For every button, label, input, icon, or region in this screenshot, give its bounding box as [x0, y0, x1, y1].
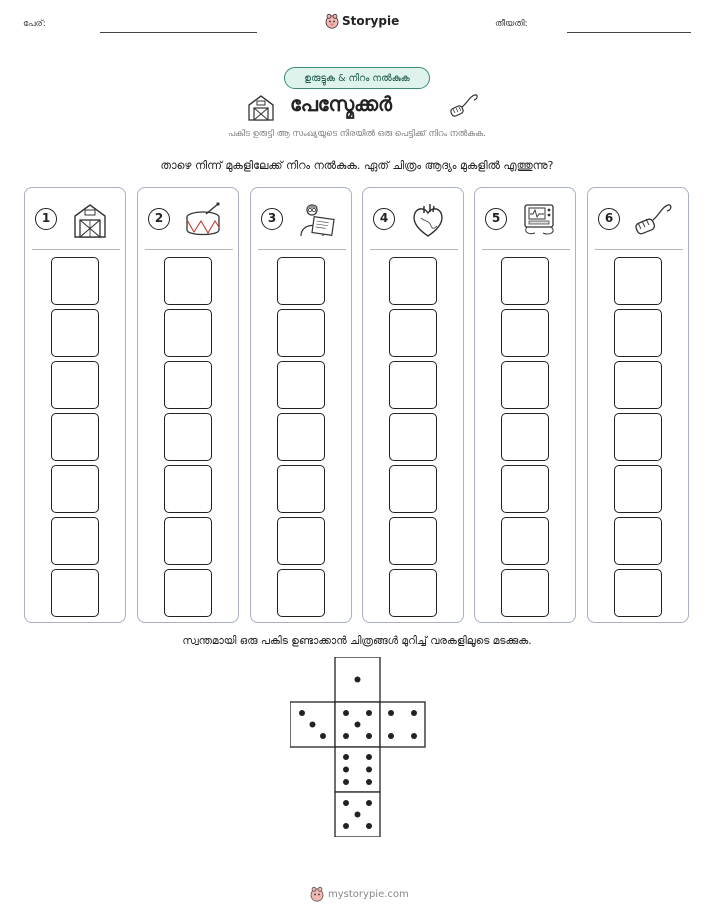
color-box[interactable]: [51, 569, 99, 617]
pacemaker-icon: [632, 202, 674, 238]
color-box[interactable]: [164, 517, 212, 565]
footer: [310, 886, 409, 902]
color-box[interactable]: [51, 517, 99, 565]
column-divider: [32, 249, 120, 250]
storypie-logo-icon: [325, 13, 339, 29]
date-label: തീയതി:: [495, 19, 528, 29]
column-header: [483, 202, 571, 242]
color-box[interactable]: [277, 309, 325, 357]
color-box[interactable]: [501, 517, 549, 565]
color-box[interactable]: [389, 361, 437, 409]
column-1: [24, 187, 126, 623]
color-box[interactable]: [501, 309, 549, 357]
color-box[interactable]: [164, 465, 212, 513]
die-face-6[interactable]: [335, 747, 380, 792]
color-box[interactable]: [164, 309, 212, 357]
cut-instruction: സ്വന്തമായി ഒരു പകിട ഉണ്ടാക്കാൻ ചിത്രങ്ങൾ മുറിച്ച് വരകളിലൂടെ മടക്കുക.: [182, 635, 532, 647]
color-box[interactable]: [389, 517, 437, 565]
color-box[interactable]: [164, 413, 212, 461]
color-box[interactable]: [389, 465, 437, 513]
activity-badge: ഉരുട്ടുക & നിറം നൽകുക: [284, 67, 430, 89]
color-box[interactable]: [277, 517, 325, 565]
column-2: [137, 187, 239, 623]
column-header: [371, 202, 459, 242]
column-5: [474, 187, 576, 623]
color-box[interactable]: [51, 309, 99, 357]
heart-monitor-icon: [519, 202, 561, 238]
storypie-footer-logo-icon: [310, 886, 324, 902]
brand-name: Storypie: [342, 14, 400, 28]
color-box[interactable]: [389, 309, 437, 357]
column-3: [250, 187, 352, 623]
column-header: [596, 202, 684, 242]
barn-icon: [69, 202, 111, 238]
color-box[interactable]: [389, 413, 437, 461]
color-box[interactable]: [614, 465, 662, 513]
drum-icon: [182, 202, 224, 238]
column-header: [33, 202, 121, 242]
color-box[interactable]: [614, 569, 662, 617]
page-title: പേസ്മേക്കർ: [290, 92, 393, 116]
column-6: [587, 187, 689, 623]
color-box[interactable]: [277, 413, 325, 461]
color-box[interactable]: [501, 413, 549, 461]
subtitle: പകിട ഉരുട്ടി ആ സംഖ്യയുടെ നിരയിൽ ഒരു പെട്ടിക്ക് നിറം നൽകുക.: [228, 129, 486, 139]
title-row: [0, 90, 714, 124]
footer-url[interactable]: mystorypie.com: [328, 888, 409, 900]
die-net: [290, 657, 426, 837]
column-number: 5: [485, 208, 507, 230]
column-number: 4: [373, 208, 395, 230]
heart-icon: [407, 202, 449, 238]
color-box[interactable]: [501, 465, 549, 513]
name-line[interactable]: [100, 32, 257, 33]
brand-logo-group: [325, 13, 399, 29]
column-divider: [145, 249, 233, 250]
color-box[interactable]: [614, 361, 662, 409]
instruction: താഴെ നിന്ന് മുകളിലേക്ക് നിറം നൽകുക. ഏത് ചിത്രം ആദ്യം മുകളിൽ എത്തുന്നു?: [160, 159, 554, 172]
color-box[interactable]: [51, 413, 99, 461]
barn-icon: [247, 93, 275, 121]
color-box[interactable]: [614, 257, 662, 305]
column-divider: [370, 249, 458, 250]
color-box[interactable]: [614, 517, 662, 565]
color-box[interactable]: [164, 361, 212, 409]
pacemaker-icon: [448, 92, 480, 120]
name-label: പേര്:: [23, 19, 46, 29]
column-divider: [258, 249, 346, 250]
column-number: 6: [598, 208, 620, 230]
color-box[interactable]: [51, 257, 99, 305]
color-box[interactable]: [51, 361, 99, 409]
column-divider: [482, 249, 570, 250]
color-box[interactable]: [614, 309, 662, 357]
color-box[interactable]: [614, 413, 662, 461]
color-box[interactable]: [164, 257, 212, 305]
column-number: 1: [35, 208, 57, 230]
color-box[interactable]: [501, 569, 549, 617]
color-box[interactable]: [277, 257, 325, 305]
color-box[interactable]: [51, 465, 99, 513]
color-box[interactable]: [277, 361, 325, 409]
date-line[interactable]: [567, 32, 691, 33]
column-number: 2: [148, 208, 170, 230]
column-divider: [595, 249, 683, 250]
column-4: [362, 187, 464, 623]
color-box[interactable]: [389, 257, 437, 305]
column-number: 3: [261, 208, 283, 230]
color-box[interactable]: [277, 569, 325, 617]
color-box[interactable]: [389, 569, 437, 617]
color-box[interactable]: [164, 569, 212, 617]
color-box[interactable]: [277, 465, 325, 513]
column-header: [259, 202, 347, 242]
die-face-4[interactable]: [380, 702, 425, 747]
color-box[interactable]: [501, 257, 549, 305]
doctor-reading-icon: [295, 202, 337, 238]
color-box[interactable]: [501, 361, 549, 409]
column-header: [146, 202, 234, 242]
